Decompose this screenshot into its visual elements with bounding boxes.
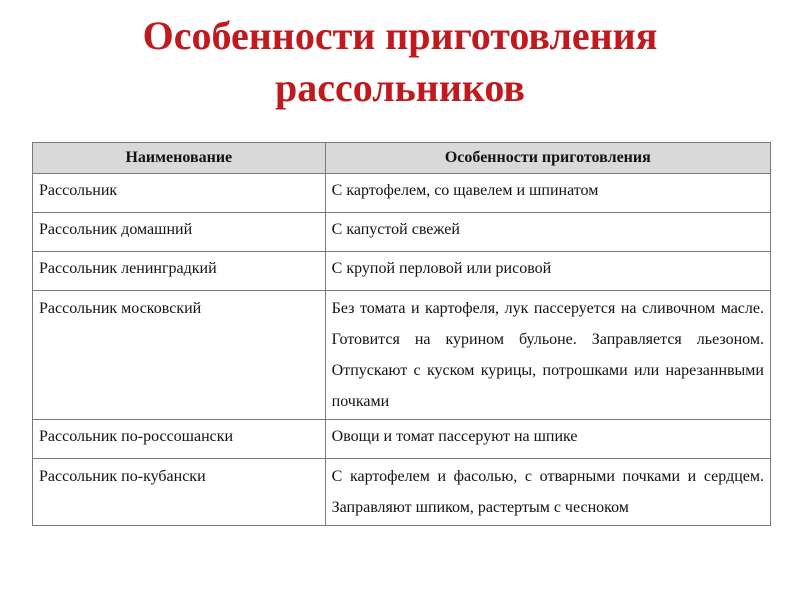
cell-name: Рассольник по-россошански — [33, 420, 326, 459]
table-row — [33, 420, 771, 459]
table-header-row — [33, 143, 771, 174]
cell-name: Рассольник ленинградкий — [33, 252, 326, 291]
cell-description: Овощи и томат пассеруют на шпике — [325, 420, 770, 459]
table-row — [33, 252, 771, 291]
slide-title-line-2: рассольников — [274, 65, 526, 110]
table-row — [33, 291, 771, 420]
table-row — [33, 213, 771, 252]
cell-description: Без томата и картофеля, лук пассеруется на сливочном масле. Готовится на курином бульоне. Заправляется льезоном. Отпускают с куском курицы, потрошками или нарезаннвыми почками — [325, 291, 770, 420]
table-row — [33, 459, 771, 526]
cell-description: С картофелем, со щавелем и шпинатом — [325, 174, 770, 213]
cell-name: Рассольник — [33, 174, 326, 213]
table-row — [33, 174, 771, 213]
cell-description: С картофелем и фасолью, с отварными почками и сердцем. Заправляют шпиком, растертым с чесноком — [325, 459, 770, 526]
cell-description: С капустой свежей — [325, 213, 770, 252]
rassolnik-table — [32, 142, 771, 526]
cell-name: Рассольник по-кубански — [33, 459, 326, 526]
slide-title — [0, 10, 800, 114]
cell-name: Рассольник домашний — [33, 213, 326, 252]
cell-description: С крупой перловой или рисовой — [325, 252, 770, 291]
column-header-name: Наименование — [33, 143, 326, 174]
slide-title-line-1: Особенности приготовления — [142, 13, 658, 58]
column-header-features: Особенности приготовления — [325, 143, 770, 174]
cell-name: Рассольник московский — [33, 291, 326, 420]
